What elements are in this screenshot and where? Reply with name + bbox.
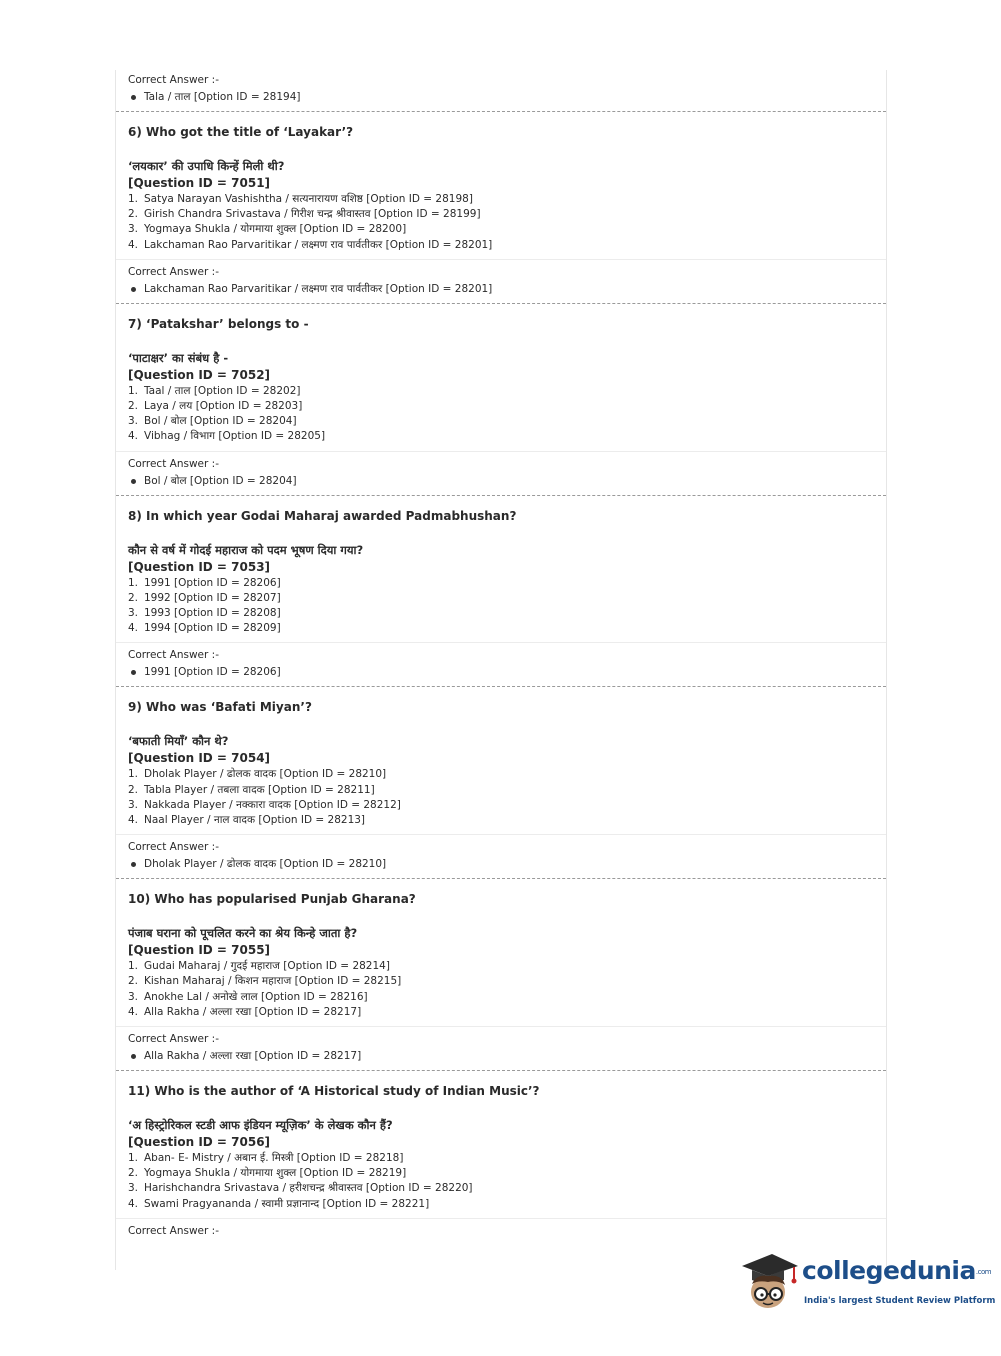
option-text: Alla Rakha / अल्ला रखा [Option ID = 28217] xyxy=(144,1005,362,1018)
correct-answer-label: Correct Answer :- xyxy=(128,841,219,854)
option-item xyxy=(128,767,874,782)
answer-block xyxy=(116,1219,886,1245)
option-item xyxy=(128,813,874,828)
option-text: Satya Narayan Vashishtha / सत्यनारायण वशिष्ठ [Option ID = 28198] xyxy=(144,193,473,205)
correct-answer-row xyxy=(128,89,874,106)
question-id: [Question ID = 7056] xyxy=(128,1135,271,1150)
question-hindi: कौन से वर्ष में गोदई महाराज को पदम भूषण दिया गया? xyxy=(128,542,364,557)
question-hindi: ‘लयकार’ की उपाधि किन्हें मिली थी? xyxy=(128,159,285,173)
option-number: 3. xyxy=(128,798,139,811)
option-number: 3. xyxy=(128,223,139,236)
option-number: 1. xyxy=(128,768,139,781)
option-item xyxy=(128,990,874,1005)
bullet-icon xyxy=(131,479,136,484)
question-title: 10) Who has popularised Punjab Gharana? xyxy=(128,892,416,907)
question-block xyxy=(116,1071,886,1219)
correct-answer-text: 1991 [Option ID = 28206] xyxy=(144,666,281,679)
correct-answer-text: Tala / ताल [Option ID = 28194] xyxy=(144,91,301,103)
option-item xyxy=(128,414,874,429)
option-item xyxy=(128,1005,874,1020)
option-item xyxy=(128,591,874,606)
question-hindi: ‘अ हिस्ट्रोरिकल स्टडी आफ इंडियन म्यूज़िक’ के लेखक कौन हैं? xyxy=(128,1118,393,1133)
question-title: 9) Who was ‘Bafati Miyan’? xyxy=(128,700,312,715)
option-text: Naal Player / नाल वादक [Option ID = 28213] xyxy=(144,814,366,827)
question-id: [Question ID = 7055] xyxy=(128,943,271,958)
question-block xyxy=(116,304,886,452)
option-text: 1994 [Option ID = 28209] xyxy=(144,622,281,635)
correct-answer-row xyxy=(128,281,874,298)
option-item xyxy=(128,192,874,207)
option-item xyxy=(128,783,874,798)
question-block xyxy=(116,496,886,644)
question-block xyxy=(116,687,886,835)
option-text: Harishchandra Srivastava / हरीशचन्द्र श्रीवास्तव [Option ID = 28220] xyxy=(144,1182,473,1195)
option-number: 2. xyxy=(128,591,139,604)
option-item xyxy=(128,1151,874,1166)
option-text: Nakkada Player / नक्कारा वादक [Option ID = 28212] xyxy=(144,798,401,811)
option-text: 1992 [Option ID = 28207] xyxy=(144,591,281,604)
question-block xyxy=(116,112,886,260)
correct-answer-label: Correct Answer :- xyxy=(128,649,219,662)
option-text: Lakchaman Rao Parvaritikar / लक्ष्मण राव पार्वतीकर [Option ID = 28201] xyxy=(144,238,493,251)
correct-answer-label: Correct Answer :- xyxy=(128,1224,219,1237)
option-number: 1. xyxy=(128,576,139,589)
correct-answer-label: Correct Answer :- xyxy=(128,74,219,86)
option-text: Yogmaya Shukla / योगमाया शुक्ल [Option ID = 28219] xyxy=(144,1167,407,1180)
document-page xyxy=(115,70,887,1270)
answer-block xyxy=(116,70,886,111)
correct-answer-label: Correct Answer :- xyxy=(128,1033,219,1046)
correct-answer-row xyxy=(128,664,874,681)
logo-wordmark xyxy=(802,1256,991,1285)
option-item xyxy=(128,238,874,253)
option-number: 3. xyxy=(128,607,139,620)
option-item xyxy=(128,207,874,222)
question-title: 11) Who is the author of ‘A Historical study of Indian Music’? xyxy=(128,1084,540,1099)
option-text: Anokhe Lal / अनोखे लाल [Option ID = 28216] xyxy=(144,990,368,1003)
question-id: [Question ID = 7054] xyxy=(128,751,271,766)
option-item xyxy=(128,1197,874,1212)
question-title: 8) In which year Godai Maharaj awarded Padmabhushan? xyxy=(128,508,517,523)
question-title: 6) Who got the title of ‘Layakar’? xyxy=(128,125,354,139)
option-text: Girish Chandra Srivastava / गिरीश चन्द्र श्रीवास्तव [Option ID = 28199] xyxy=(144,208,481,221)
option-number: 3. xyxy=(128,990,139,1003)
option-number: 4. xyxy=(128,1005,139,1018)
correct-answer-text: Dholak Player / ढोलक वादक [Option ID = 28210] xyxy=(144,858,387,871)
answer-block xyxy=(116,835,886,878)
option-number: 2. xyxy=(128,975,139,988)
option-item xyxy=(128,621,874,636)
correct-answer-row xyxy=(128,856,874,873)
option-text: Gudai Maharaj / गुदई महाराज [Option ID = 28214] xyxy=(144,960,390,973)
option-number: 3. xyxy=(128,1182,139,1195)
answer-block xyxy=(116,1027,886,1070)
option-text: Taal / ताल [Option ID = 28202] xyxy=(144,384,301,397)
question-id: [Question ID = 7051] xyxy=(128,176,271,190)
option-number: 4. xyxy=(128,238,139,251)
question-title: 7) ‘Patakshar’ belongs to - xyxy=(128,316,309,331)
option-number: 1. xyxy=(128,1152,139,1165)
option-item xyxy=(128,959,874,974)
question-hindi: ‘बफाती मियाँ’ कौन थे? xyxy=(128,734,229,749)
logo-suffix: .com xyxy=(975,1268,992,1276)
option-text: 1991 [Option ID = 28206] xyxy=(144,576,281,589)
option-number: 2. xyxy=(128,1167,139,1180)
correct-answer-text: Lakchaman Rao Parvaritikar / लक्ष्मण राव पार्वतीकर [Option ID = 28201] xyxy=(144,282,493,295)
option-item xyxy=(128,222,874,237)
question-id: [Question ID = 7053] xyxy=(128,559,271,574)
option-text: Bol / बोल [Option ID = 28204] xyxy=(144,415,297,428)
correct-answer-row xyxy=(128,473,874,490)
option-number: 2. xyxy=(128,400,139,413)
option-number: 2. xyxy=(128,208,139,221)
option-number: 4. xyxy=(128,430,139,443)
option-number: 1. xyxy=(128,384,139,397)
option-item xyxy=(128,399,874,414)
option-item xyxy=(128,1181,874,1196)
bullet-icon xyxy=(131,670,136,675)
answer-block xyxy=(116,643,886,686)
option-number: 4. xyxy=(128,622,139,635)
option-text: Swami Pragyananda / स्वामी प्रज्ञानान्द [Option ID = 28221] xyxy=(144,1197,430,1210)
logo-name: collegedunia xyxy=(802,1256,976,1285)
option-number: 2. xyxy=(128,783,139,796)
option-number: 4. xyxy=(128,1197,139,1210)
option-text: Dholak Player / ढोलक वादक [Option ID = 28210] xyxy=(144,768,387,781)
option-text: Yogmaya Shukla / योगमाया शुक्ल [Option ID = 28200] xyxy=(144,223,407,236)
option-text: Laya / लय [Option ID = 28203] xyxy=(144,400,303,413)
bullet-icon xyxy=(131,287,136,292)
answer-block xyxy=(116,260,886,303)
option-text: Tabla Player / तबला वादक [Option ID = 28211] xyxy=(144,783,375,796)
correct-answer-row xyxy=(128,1048,874,1065)
correct-answer-text: Bol / बोल [Option ID = 28204] xyxy=(144,474,297,487)
bullet-icon xyxy=(131,95,136,100)
bullet-icon xyxy=(131,862,136,867)
option-number: 3. xyxy=(128,415,139,428)
question-hindi: ‘पाटाक्षर’ का संबंध है - xyxy=(128,350,229,365)
option-text: Kishan Maharaj / किशन महाराज [Option ID = 28215] xyxy=(144,975,402,988)
correct-answer-label: Correct Answer :- xyxy=(128,457,219,470)
option-item xyxy=(128,384,874,399)
question-block xyxy=(116,879,886,1027)
mascot-icon xyxy=(738,1250,800,1312)
option-item xyxy=(128,576,874,591)
option-item xyxy=(128,974,874,989)
option-item xyxy=(128,429,874,444)
option-text: Vibhag / विभाग [Option ID = 28205] xyxy=(144,430,326,443)
option-item xyxy=(128,606,874,621)
bullet-icon xyxy=(131,1054,136,1059)
logo-tagline: India's largest Student Review Platform xyxy=(804,1296,996,1306)
question-id: [Question ID = 7052] xyxy=(128,367,271,382)
option-text: Aban- E- Mistry / अबान ई. मिस्त्री [Option ID = 28218] xyxy=(144,1152,404,1165)
collegedunia-logo xyxy=(738,1250,996,1314)
option-item xyxy=(128,1166,874,1181)
question-hindi: पंजाब घराना को पूचलित करने का श्रेय किन्हे जाता है? xyxy=(128,926,358,941)
option-item xyxy=(128,798,874,813)
correct-answer-label: Correct Answer :- xyxy=(128,265,219,278)
option-number: 1. xyxy=(128,193,139,205)
correct-answer-text: Alla Rakha / अल्ला रखा [Option ID = 28217] xyxy=(144,1050,362,1063)
option-text: 1993 [Option ID = 28208] xyxy=(144,607,281,620)
question-list xyxy=(116,112,886,1245)
option-number: 1. xyxy=(128,960,139,973)
option-number: 4. xyxy=(128,814,139,827)
answer-block xyxy=(116,452,886,495)
